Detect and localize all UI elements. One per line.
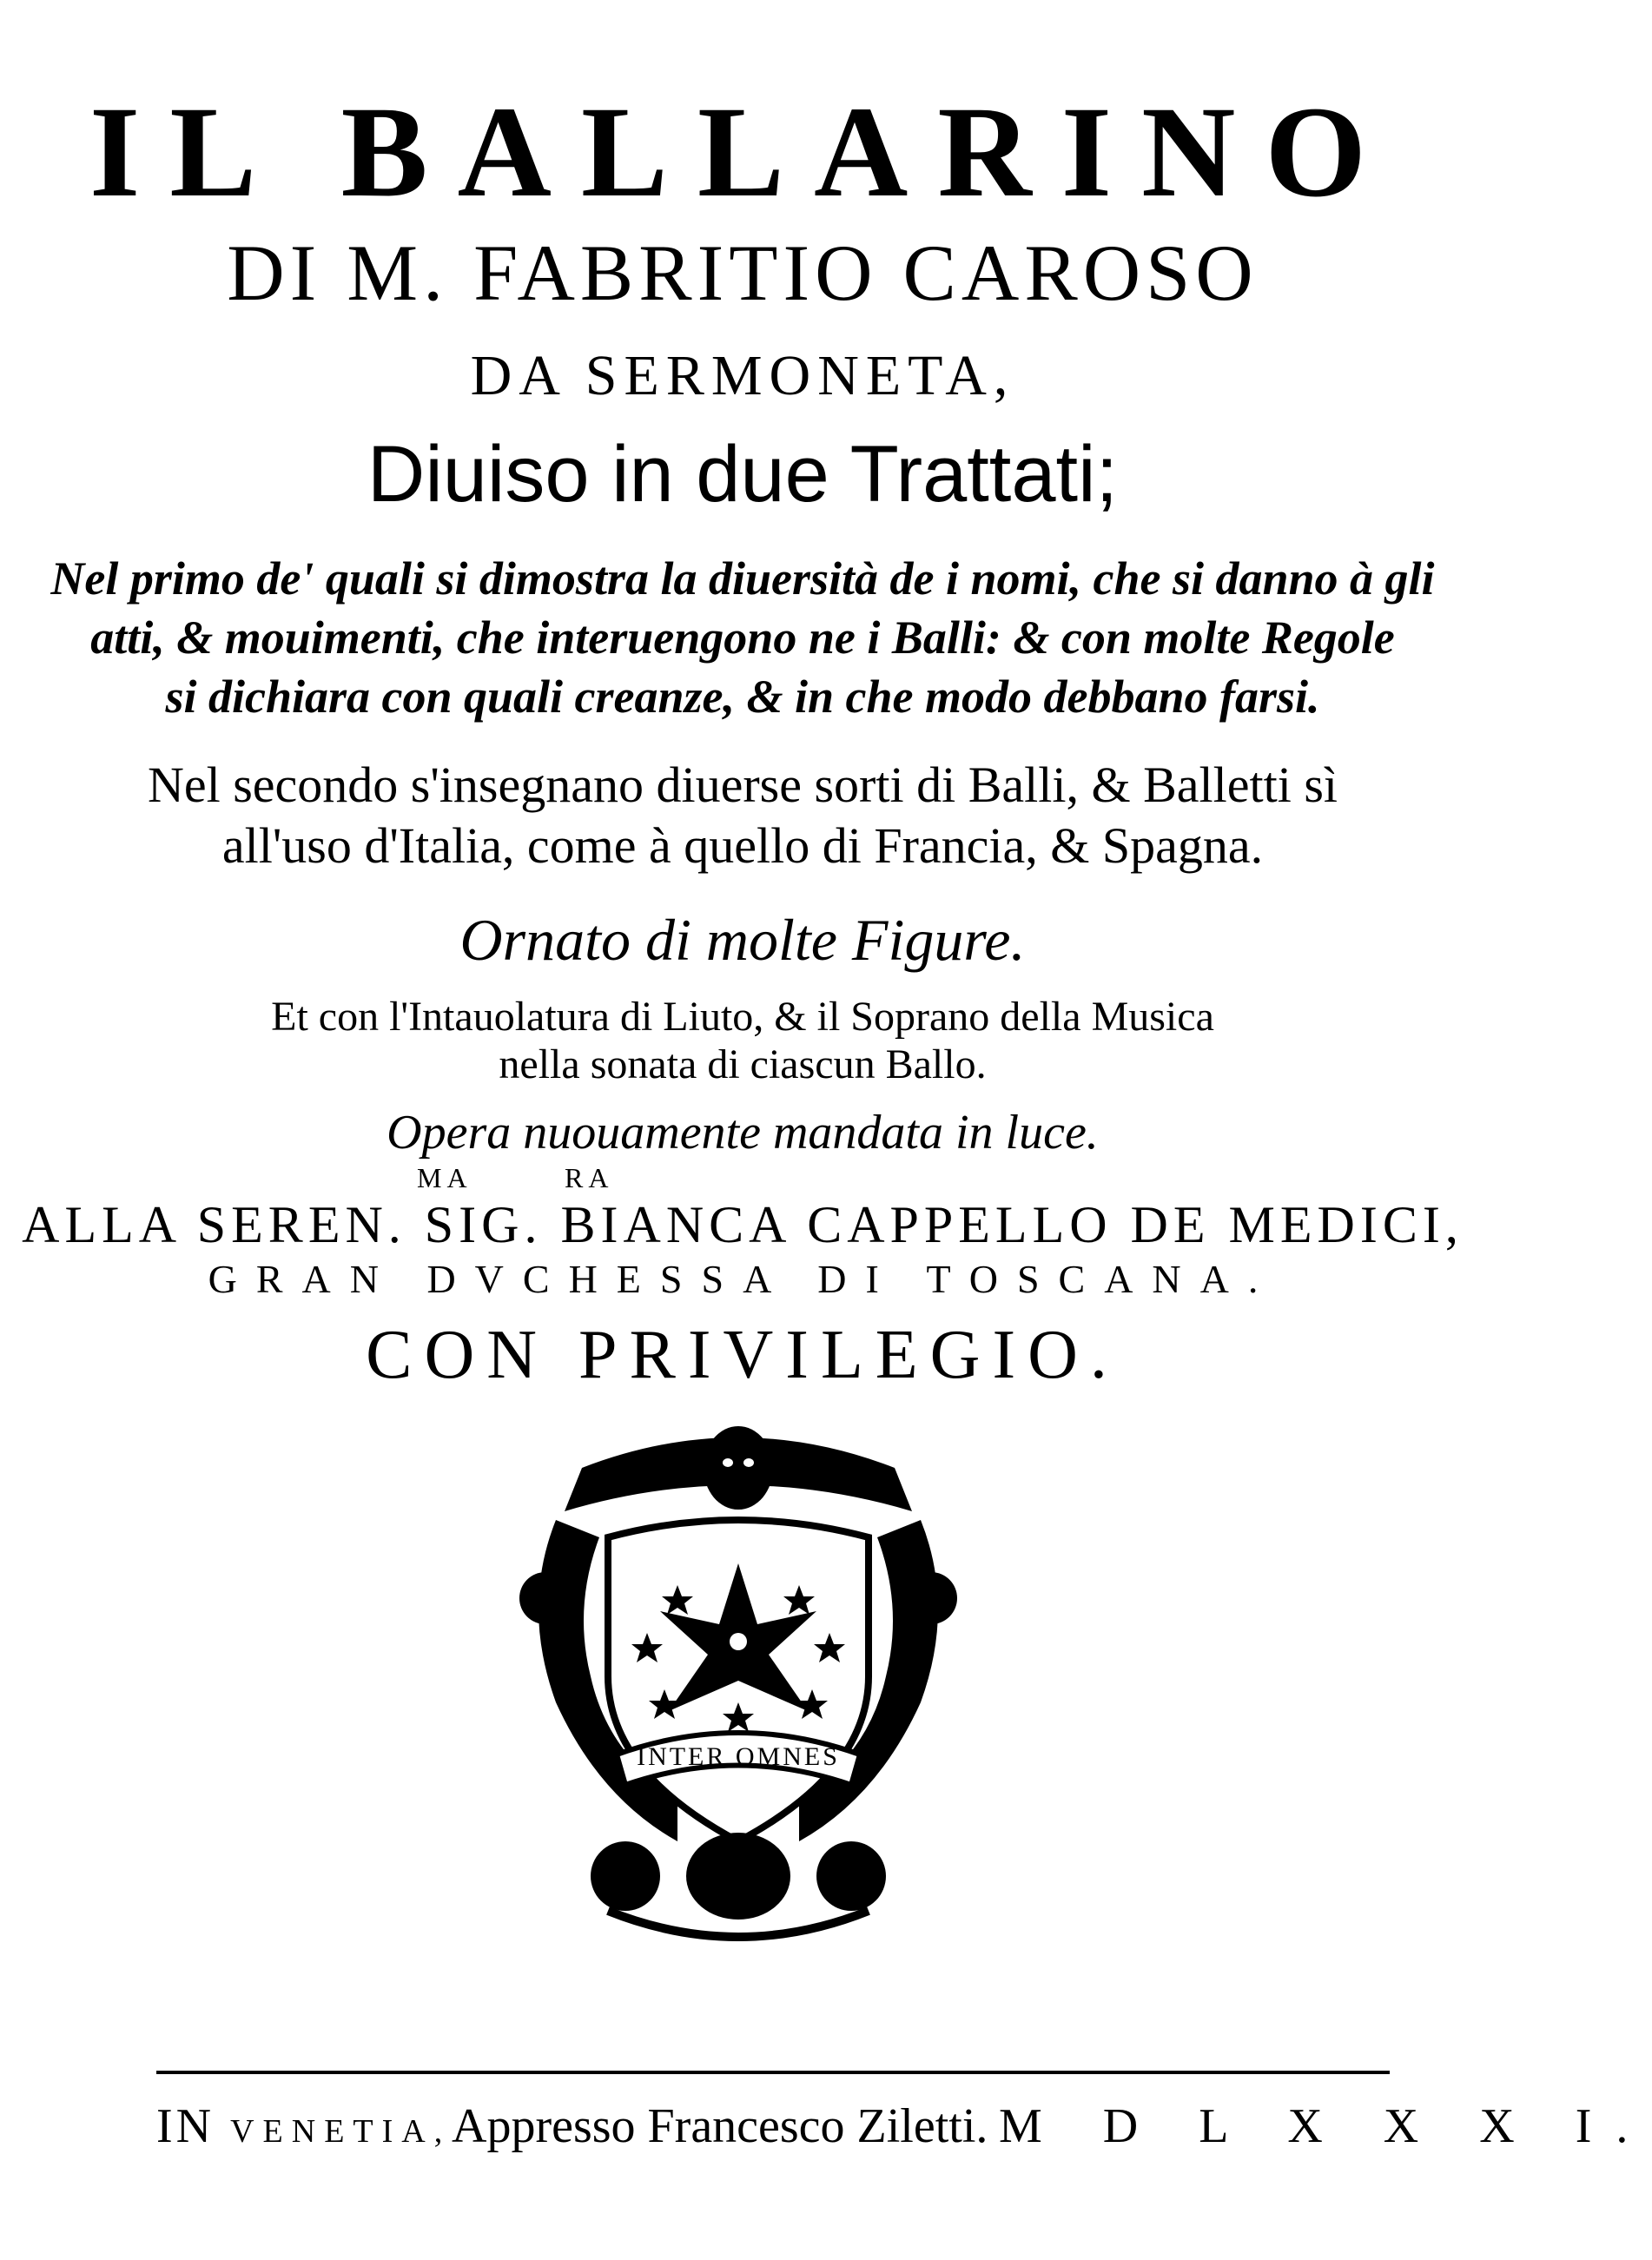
imprint-publisher: Appresso Francesco Ziletti. (452, 2099, 988, 2153)
part1-line-2: atti, & mouimenti, che interuengono ne i Balli: & con molte Regole (90, 611, 1395, 664)
emblem-left-cherub (519, 1572, 572, 1624)
emblem-bottom-left-ornament (591, 1841, 660, 1911)
part1-line-1: Nel primo de' quali si dimostra la diuersità de i nomi, che si danno à gli (50, 552, 1435, 605)
emblem-bottom-mask (686, 1833, 790, 1920)
emblem-mask (704, 1426, 773, 1510)
emblem-bottom-right-ornament (816, 1841, 886, 1911)
superscript-ma: MA (417, 1162, 472, 1193)
part2-line-1: Nel secondo s'insegnano diuerse sorti di Balli, & Balletti sì (147, 757, 1338, 813)
emblem-motto-text: INTER OMNES (637, 1742, 840, 1771)
imprint-year: M D L X X X I. (999, 2099, 1652, 2153)
superscript-ra: RA (565, 1162, 614, 1193)
lute-line-2: nella sonata di ciascun Ballo. (499, 1041, 987, 1087)
book-title: IL BALLARINO (89, 80, 1397, 224)
opera-line: Opera nuouamente mandata in luce. (387, 1106, 1099, 1160)
coat-of-arms-emblem (504, 1390, 973, 1946)
dedication-line: ALLA SEREN. SIG. BIANCA CAPPELLO DE MEDICI, (22, 1196, 1464, 1253)
duchess-line: GRAN DVCHESSA DI TOSCANA. (208, 1257, 1278, 1301)
imprint-place-initial: IN (156, 2099, 215, 2153)
privilege-line: CON PRIVILEGIO. (366, 1317, 1120, 1393)
author-line: DI M. FABRITIO CAROSO (227, 228, 1259, 317)
imprint-rule (156, 2071, 1390, 2074)
emblem-right-cherub (905, 1572, 957, 1624)
imprint-place (156, 2099, 452, 2153)
part2-line-2: all'uso d'Italia, come à quello di Francia, & Spagna. (221, 817, 1264, 874)
divided-line: Diuiso in due Trattati; (367, 430, 1119, 519)
ornato-line: Ornato di molte Figure. (459, 907, 1026, 973)
origin-line: DA SERMONETA, (470, 344, 1015, 407)
lute-line-1: Et con l'Intauolatura di Liuto, & il Soprano della Musica (271, 994, 1214, 1040)
part1-line-3: si dichiara con quali creanze, & in che modo debbano farsi. (165, 671, 1320, 723)
imprint-place-rest: VENETIA, (230, 2113, 452, 2150)
